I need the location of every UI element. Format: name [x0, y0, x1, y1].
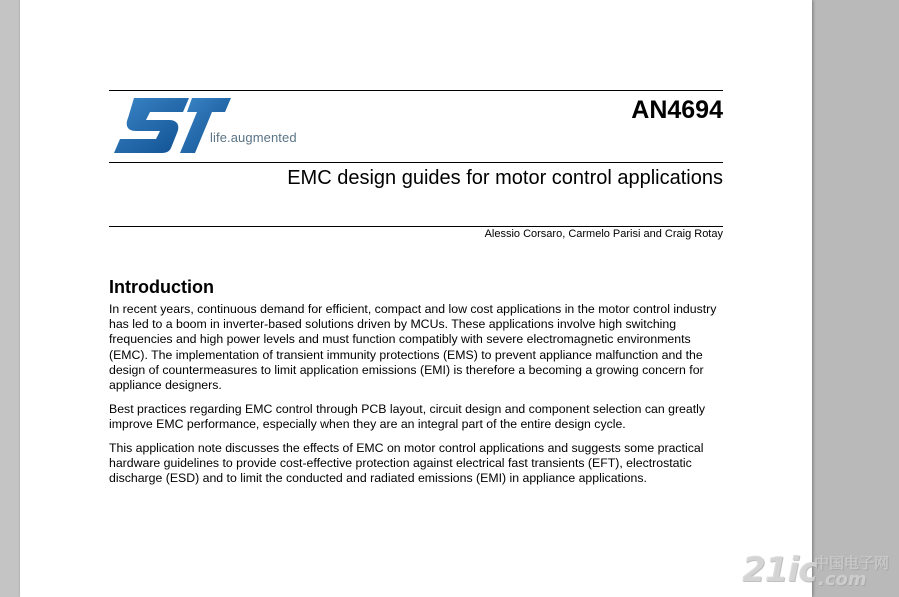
document-id: AN4694 — [631, 96, 723, 124]
authors-rule — [109, 226, 723, 227]
site-watermark — [742, 552, 892, 592]
watermark-chinese: 中国电子网 — [814, 554, 890, 572]
logo-tagline: life.augmented — [210, 130, 297, 145]
document-title: EMC design guides for motor control applications — [287, 167, 723, 189]
document-page — [20, 0, 812, 597]
header-top-rule — [109, 90, 723, 91]
viewer-left-margin — [0, 0, 20, 597]
introduction-heading: Introduction — [109, 277, 214, 297]
document-authors: Alessio Corsaro, Carmelo Parisi and Craig Rotay — [484, 228, 723, 240]
watermark-main: 21ic — [742, 550, 818, 590]
intro-paragraph-1: In recent years, continuous demand for efficient, compact and low cost applications in the motor control industry has led to a boom in inverter-based solutions driven by MCUs. These applications involve high switching frequencies and high power levels and must function compatibly with severe electromagnetic environments (EMC). The implementation of transient immunity protections (EMS) to prevent appliance malfunction and the design of countermeasures to limit application emissions (EMI) is therefore a becoming a growing concern for appliance designers. — [109, 302, 717, 393]
st-logo-s — [114, 98, 189, 153]
intro-paragraph-3: This application note discusses the effects of EMC on motor control applications and suggests some practical hardware guidelines to provide cost-effective protection against electrical fast transients (EFT), electrostatic discharge (ESD) and to limit the conducted and radiated emissions (EMI) in appliance applications. — [109, 441, 704, 486]
st-logo — [114, 98, 324, 156]
watermark-domain: .com — [818, 569, 867, 590]
title-rule — [109, 162, 723, 163]
intro-paragraph-2: Best practices regarding EMC control through PCB layout, circuit design and component selection can greatly improve EMC performance, especially when they are an integral part of the entire design cycle. — [109, 402, 706, 432]
